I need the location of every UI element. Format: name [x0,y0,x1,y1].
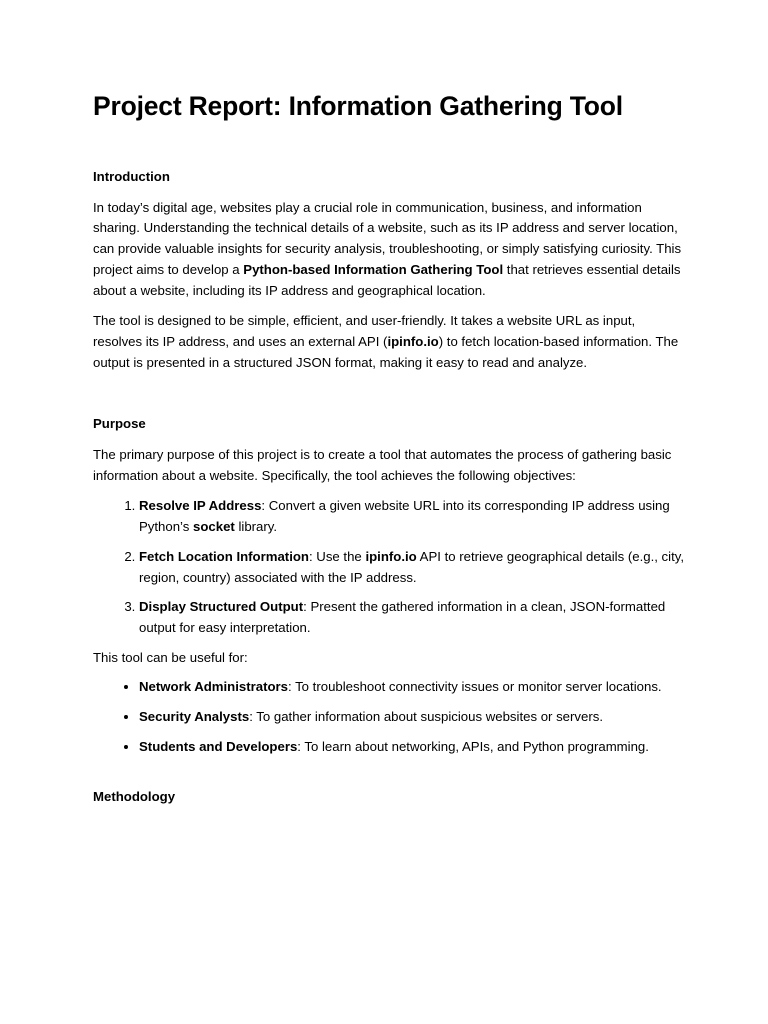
text-run: : To troubleshoot connectivity issues or monitor server locations. [288,679,662,695]
bold-text: Students and Developers [139,738,298,754]
text-run: : Present the gathered information in a clean, JSON-formatted output for easy interpretation. [139,599,666,635]
useful-for-paragraph: This tool can be useful for: [93,649,248,665]
text-run: API to retrieve geographical details (e.g., city, region, country) associated with the IP address. [139,548,685,585]
bold-text: Display Structured Output [139,599,304,615]
list-item [139,597,685,638]
list-item [139,677,685,698]
text-run: : Use the [308,548,366,564]
text-run: In today’s digital age, websites play a crucial role in communication, business, and information sharing. Understanding the technical details of a website, such as its IP address and server location, can provide valuable insights for security analysis, troubleshooting, or simply satisfying curiosity. This project aims to develop a [93,199,682,277]
bold-text: ipinfo.io [365,548,417,564]
list-item [139,707,685,728]
text-run: library. [234,519,278,535]
list-item [139,496,685,537]
section-heading-introduction: Introduction [93,169,170,184]
uses-list [93,677,685,757]
bold-text: Python-based Information Gathering Tool [243,261,504,277]
objectives-list [93,496,685,638]
bold-text: Fetch Location Information [139,548,309,564]
text-run: that retrieves essential details about a website, including its IP address and geographical location. [93,261,681,298]
document-body [93,167,685,808]
text-run: ) to fetch location-based information. The output is presented in a structured JSON format, making it easy to read and analyze. [93,333,679,370]
text-run: : To learn about networking, APIs, and Python programming. [297,738,649,754]
text-run: The tool is designed to be simple, efficient, and user-friendly. It takes a website URL as input, resolves its IP address, and uses an external API ( [93,313,636,349]
bold-text: Resolve IP Address [139,498,262,514]
text-run: : Convert a given website URL into its corresponding IP address using Python’s [139,498,670,535]
list-item [139,737,685,758]
bold-text: Security Analysts [139,709,250,725]
intro-paragraph-1 [93,198,685,302]
bold-text: socket [193,519,235,535]
bold-text: ipinfo.io [387,333,439,349]
purpose-paragraph: The primary purpose of this project is to create a tool that automates the process of gathering basic information about a website. Specifically, the tool achieves the following objectives: [93,447,672,483]
section-heading-purpose: Purpose [93,416,146,432]
list-item [139,547,685,588]
intro-paragraph-2 [93,311,685,373]
text-run: : To gather information about suspicious websites or servers. [249,709,603,725]
section-heading-methodology: Methodology [93,789,176,805]
page-title: Project Report: Information Gathering Tool [93,91,623,121]
bold-text: Network Administrators [139,679,288,695]
